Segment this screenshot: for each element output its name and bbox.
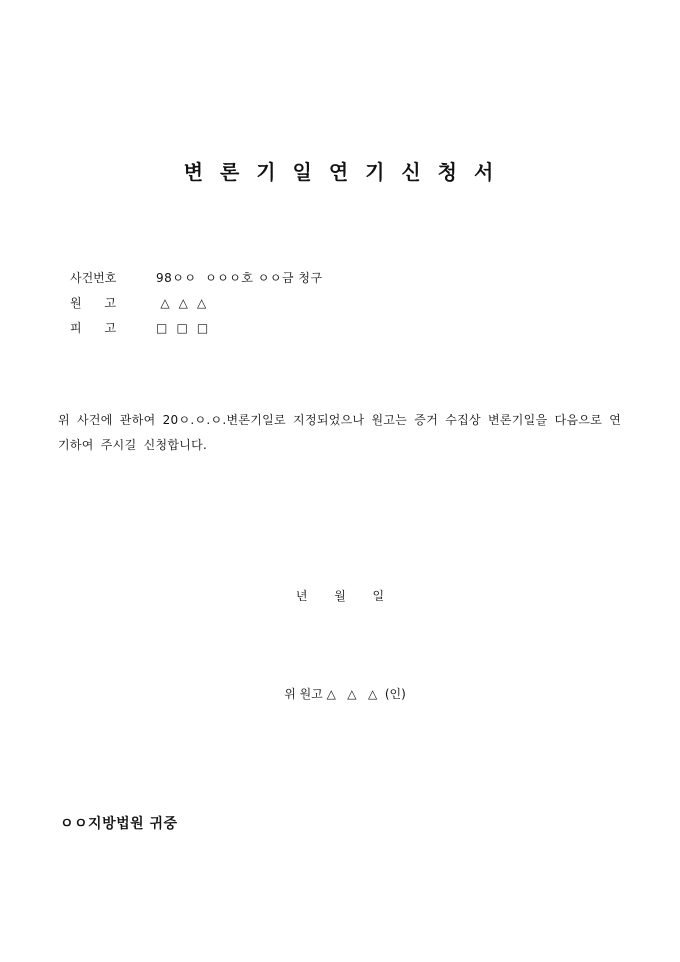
date-line: 년 월 일	[295, 589, 385, 603]
case-info	[70, 265, 323, 340]
case-number-row	[70, 265, 323, 290]
plaintiff-label: 원 고	[70, 296, 117, 310]
request-body: 위 사건에 관하여 20ㅇ.ㅇ.ㅇ.변론기일로 지정되었으나 원고는 증거 수집상 변론기일을 다음으로 연기하여 주시길 신청합니다.	[58, 413, 622, 452]
defendant-label: 피 고	[70, 321, 117, 335]
case-number-value: 98ㅇㅇ ㅇㅇㅇ호 ㅇㅇ금 청구	[156, 271, 323, 285]
document-title: 변 론 기 일 연 기 신 청 서	[183, 160, 497, 184]
signature-line: 위 원고 △ △ △ (인)	[284, 687, 406, 701]
plaintiff-row	[70, 290, 323, 315]
court-addressee: ㅇㅇ지방법원 귀중	[60, 816, 178, 832]
defendant-value: □ □ □	[156, 320, 209, 335]
defendant-row	[70, 315, 323, 340]
plaintiff-value: △ △ △	[156, 295, 207, 310]
case-number-label: 사건번호	[70, 271, 117, 285]
